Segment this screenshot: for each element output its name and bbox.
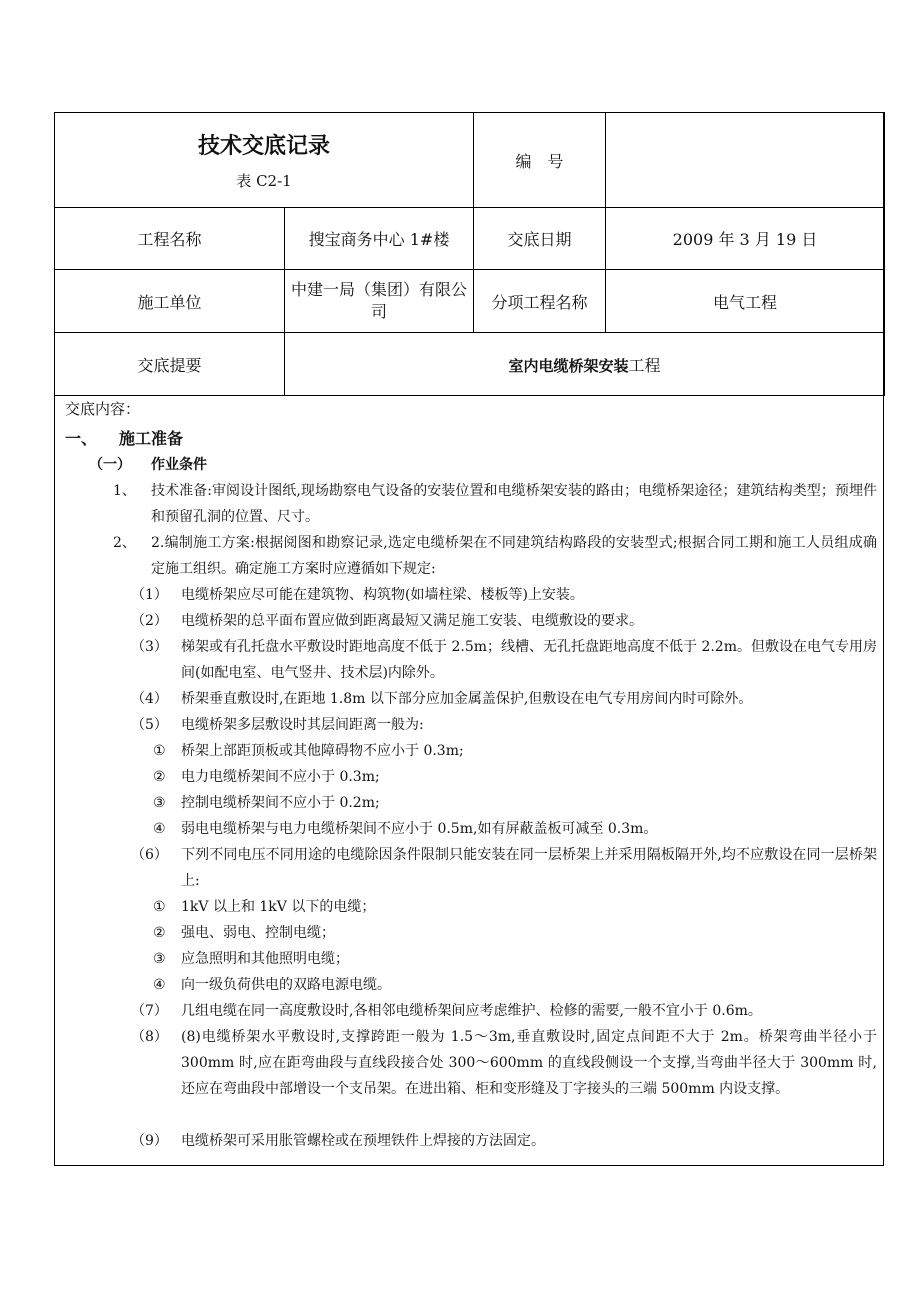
code-label: 编 号	[474, 113, 606, 208]
code-value	[606, 113, 885, 208]
rule-number: （7）	[131, 1003, 168, 1019]
subrule-number: ①	[153, 899, 166, 915]
subrule-text: 电力电缆桥架间不应小于 0.3m;	[181, 769, 380, 785]
page-title: 技术交底记录	[198, 134, 331, 159]
table-number: 表 C2-1	[236, 172, 292, 190]
rule-text: 几组电缆在同一高度敷设时,各相邻电缆桥架间应考虑维护、检修的需要,一般不宜小于 0.6m。	[181, 1003, 762, 1019]
rule-text: 电缆桥架可采用胀管螺栓或在预埋铁件上焊接的方法固定。	[181, 1133, 545, 1149]
subrule-text: 应急照明和其他照明电缆；	[181, 951, 349, 967]
subrule-text: 控制电缆桥架间不应小于 0.2m;	[181, 795, 380, 811]
subrule-text: 弱电电缆桥架与电力电缆桥架间不应小于 0.5m,如有屏蔽盖板可减至 0.3m。	[181, 821, 658, 837]
section1-number: 一、	[65, 429, 98, 448]
subrule-number: ③	[153, 795, 166, 811]
summary-bold: 室内电缆桥架安装	[508, 356, 629, 375]
section1-title: 施工准备	[119, 429, 184, 448]
rule-text: 梯架或有孔托盘水平敷设时距地高度不低于 2.5m；线槽、无孔托盘距地高度不低于 2.2m。但敷设在电气专用房间(如配电室、电气竖井、技术层)内除外。	[181, 639, 877, 681]
subrule-text: 1kV 以上和 1kV 以下的电缆；	[181, 899, 376, 915]
item-number: 1、	[113, 483, 136, 499]
rule-text: 桥架垂直敷设时,在距地 1.8m 以下部分应加金属盖保护,但敷设在电气专用房间内时可除外。	[181, 691, 753, 707]
subrule-text: 向一级负荷供电的双路电源电缆。	[181, 977, 391, 993]
item-text: 2.编制施工方案:根据阅图和勘察记录,选定电缆桥架在不同建筑结构路段的安装型式;根据合同工期和施工人员组成确定施工组织。确定施工方案时应遵循如下规定:	[151, 535, 877, 577]
unit-value	[285, 270, 474, 333]
rule-text: 电缆桥架应尽可能在建筑物、构筑物(如墙柱梁、楼板等)上安装。	[181, 587, 584, 603]
rule-number: （8）	[131, 1029, 168, 1045]
subitem-label: 分项工程名称	[474, 270, 606, 333]
rule-text: 电缆桥架多层敷设时其层间距离一般为:	[181, 717, 424, 733]
rule-number: （9）	[131, 1133, 168, 1149]
rule-number: （6）	[131, 847, 168, 863]
rule-number: （3）	[131, 639, 168, 655]
summary-label: 交底提要	[55, 333, 285, 396]
header-table	[54, 112, 885, 396]
rule-text: (8)电缆桥架水平敷设时,支撑跨距一般为 1.5～3m,垂直敷设时,固定点间距不大于 2m。桥架弯曲半径小于 300mm 时,应在距弯曲段与直线段接合处 300～600mm 的直线段侧设一个支撑,当弯曲半径大于 300mm 时,还应在弯曲段中部增设一个支吊架。在进出箱、柜和变形缝及丁字接头的三端 500mm 内设支撑。	[181, 1029, 877, 1097]
unit-label: 施工单位	[55, 270, 285, 333]
subitem-value: 电气工程	[606, 270, 885, 333]
rule-text: 电缆桥架的总平面布置应做到距离最短又满足施工安装、电缆敷设的要求。	[181, 613, 643, 629]
title-cell	[55, 113, 474, 208]
project-label: 工程名称	[55, 208, 285, 270]
subrule-number: ④	[153, 821, 166, 837]
rule-number: （1）	[131, 587, 168, 603]
unit-value-text: 中建一局（集团）有限公司	[291, 280, 468, 321]
date-label: 交底日期	[474, 208, 606, 270]
rule-number: （4）	[131, 691, 168, 707]
subrule-number: ①	[153, 743, 166, 759]
rule-text: 下列不同电压不同用途的电缆除因条件限制只能安装在同一层桥架上并采用隔板隔开外,均不应敷设在同一层桥架上:	[181, 847, 877, 889]
item-number: 2、	[113, 535, 136, 551]
sub1-title: 作业条件	[151, 457, 207, 473]
date-value: 2009 年 3 月 19 日	[606, 208, 885, 270]
subrule-text: 强电、弱电、控制电缆；	[181, 925, 335, 941]
subrule-number: ②	[153, 769, 166, 785]
record-form	[54, 112, 884, 1166]
rule-number: （5）	[131, 717, 168, 733]
sub1-number: （一）	[89, 457, 131, 473]
item-text: 技术准备:审阅设计图纸,现场勘察电气设备的安装位置和电缆桥架安装的路由；电缆桥架途径；建筑结构类型；预埋件和预留孔洞的位置、尺寸。	[151, 483, 877, 525]
subrule-number: ③	[153, 951, 166, 967]
subrule-number: ②	[153, 925, 166, 941]
summary-value	[285, 333, 885, 396]
rule-number: （2）	[131, 613, 168, 629]
content-label: 交底内容：	[65, 400, 141, 418]
project-value: 搜宝商务中心 1#楼	[285, 208, 474, 270]
subrule-number: ④	[153, 977, 166, 993]
subrule-text: 桥架上部距顶板或其他障碍物不应小于 0.3m;	[181, 743, 464, 759]
summary-rest: 工程	[628, 355, 661, 375]
